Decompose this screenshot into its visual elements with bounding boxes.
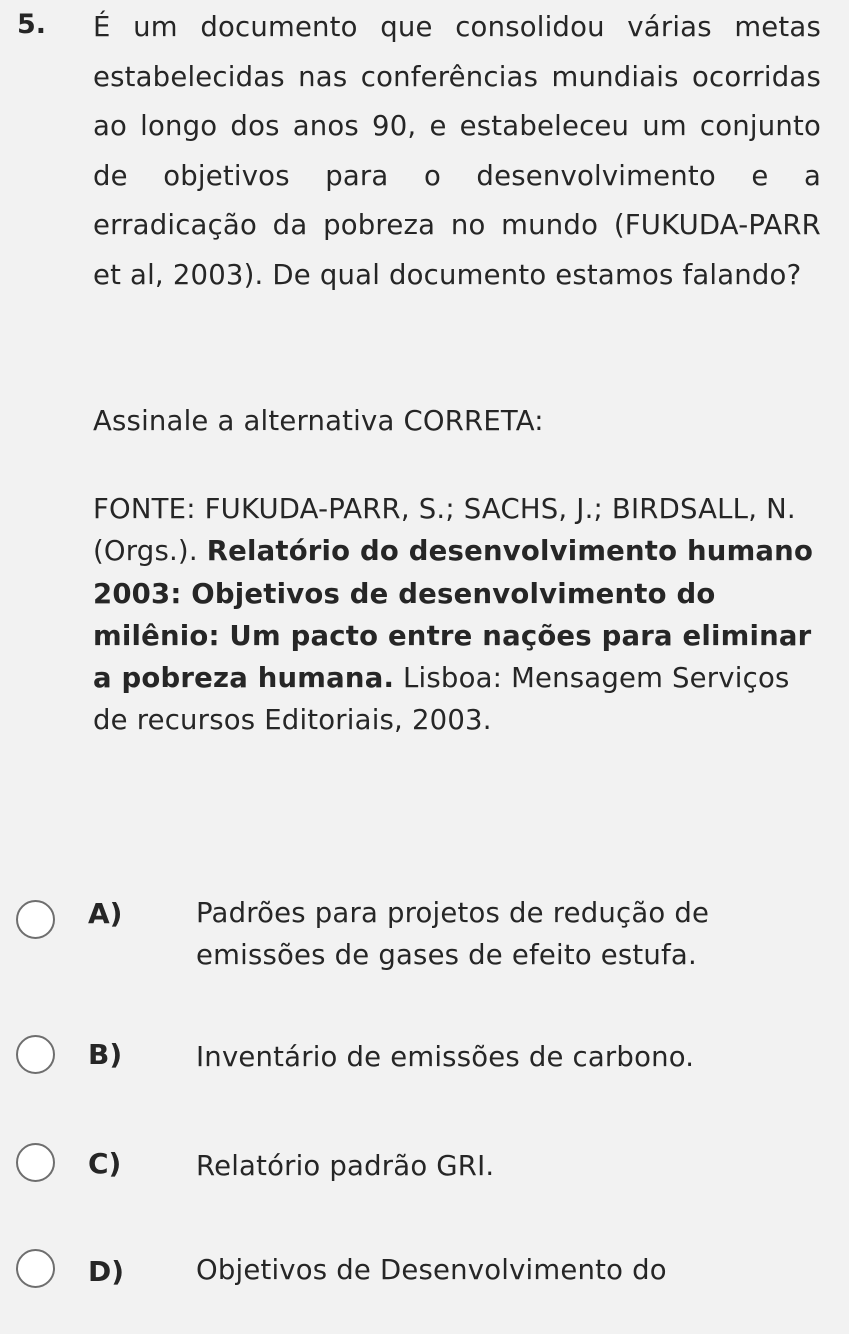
option-d-text: Objetivos de Desenvolvimento do [196, 1254, 667, 1286]
radio-button-c[interactable] [16, 1143, 55, 1182]
radio-button-d[interactable] [16, 1249, 55, 1288]
option-a[interactable] [0, 888, 849, 978]
option-c[interactable] [0, 1138, 849, 1228]
source-title: Relatório do desenvolvimento humano 2003: Objetivos de desenvolvimento do milênio: Um pacto entre nações para eliminar a pobreza humana. [93, 535, 814, 695]
question-stem: É um documento que consolidou várias metas estabelecidas nas conferências mundiais ocorridas ao longo dos anos 90, e estabeleceu um conjunto de objetivos para o desenvolvimento e a erradicação da pobreza no mundo (FUKUDA-PARR et al, 2003). De qual documento estamos falando? [93, 11, 821, 291]
source-suffix: Lisboa: Mensagem Serviços de recursos Editoriais, 2003. [93, 662, 790, 737]
question-number: 5. [17, 9, 47, 40]
source-prefix: FONTE: FUKUDA-PARR, S.; SACHS, J.; BIRDSALL, N. (Orgs.). [93, 493, 796, 568]
question-instruction: Assinale a alternativa CORRETA: [93, 405, 544, 437]
source-citation [93, 488, 821, 742]
option-d-letter: D) [88, 1255, 125, 1288]
option-b-letter: B) [88, 1038, 123, 1071]
option-c-text: Relatório padrão GRI. [196, 1150, 495, 1182]
option-b-text: Inventário de emissões de carbono. [196, 1041, 695, 1073]
option-b[interactable] [0, 1030, 849, 1120]
option-a-letter: A) [88, 897, 123, 930]
option-c-letter: C) [88, 1147, 122, 1180]
option-d[interactable] [0, 1244, 849, 1334]
radio-button-a[interactable] [16, 900, 55, 939]
option-a-text: Padrões para projetos de redução de emissões de gases de efeito estufa. [196, 897, 710, 971]
radio-button-b[interactable] [16, 1035, 55, 1074]
